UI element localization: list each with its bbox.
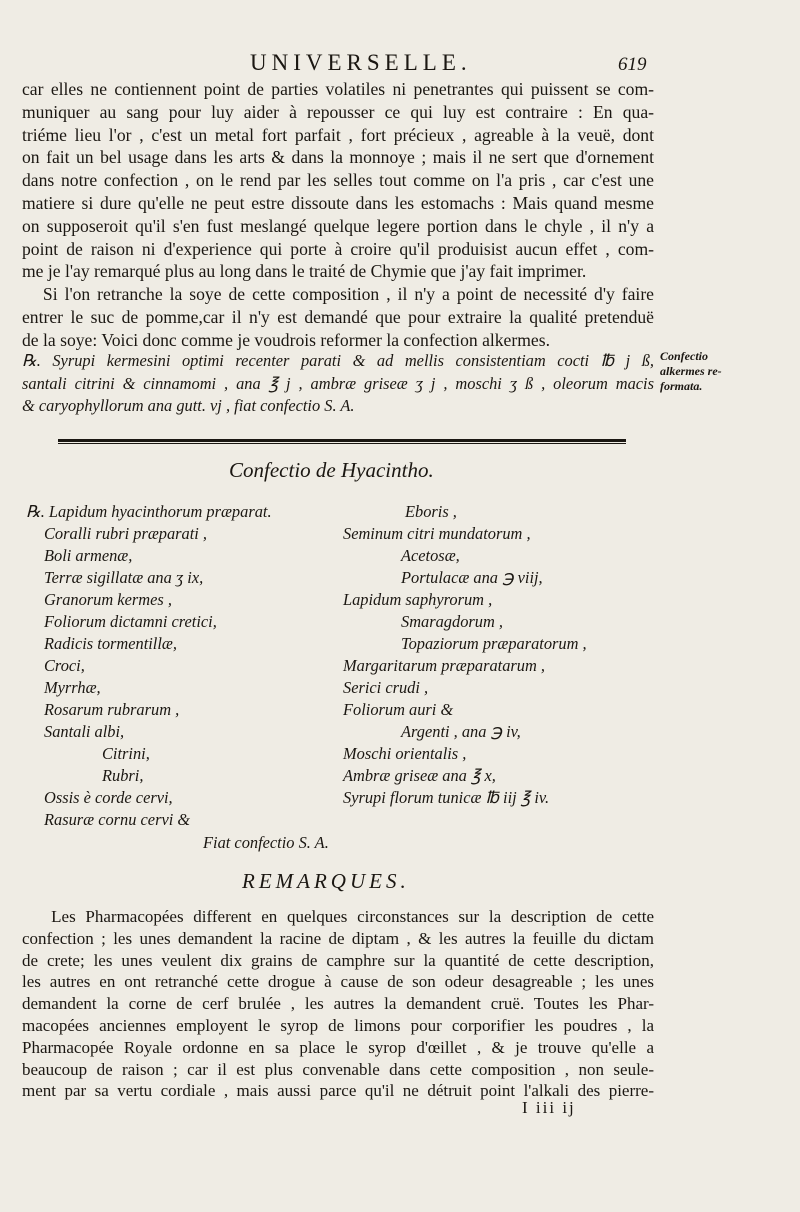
text-line: entrer le suc de pomme,car il n'y est demandé que pour extraire la qualité pretenduë xyxy=(22,306,654,327)
text-line: on fait un bel usage dans les arts & dans la monnoye ; mais il ne sert que d'ornement xyxy=(22,147,654,168)
ingredient-item: Ambræ griseæ ana ℥ x, xyxy=(343,766,496,785)
ingredient-item: Smaragdorum , xyxy=(401,612,503,631)
text-line: macopées anciennes employent le syrop de limons pour corporifier les poudres , la xyxy=(22,1015,654,1035)
ingredient-item: Syrupi florum tunicæ ℔ iij ℥ iv. xyxy=(343,788,550,807)
ingredient-item: Santali albi, xyxy=(44,722,125,741)
ingredient-item: Margaritarum præparatarum , xyxy=(343,656,546,675)
ingredient-item: Moschi orientalis , xyxy=(343,744,467,763)
running-head: UNIVERSELLE. xyxy=(250,50,472,75)
ingredient-item: Ossis è corde cervi, xyxy=(44,788,173,807)
ingredient-item: Coralli rubri præparati , xyxy=(44,524,208,543)
margin-note-line: alkermes re- xyxy=(660,364,722,378)
ingredient-item: Foliorum auri & xyxy=(343,700,454,719)
ingredient-item: Serici crudi , xyxy=(343,678,429,697)
text-line: beaucoup de raison ; car il est plus convenable dans cette composition , non seule- xyxy=(22,1059,654,1079)
section-rule-thin xyxy=(58,443,626,444)
text-line: Les Pharmacopées different en quelques circonstances sur la description de cette xyxy=(22,907,654,926)
remarques-heading: REMARQUES. xyxy=(242,869,410,893)
ingredient-item: Boli armenæ, xyxy=(44,546,133,565)
text-line: point de raison ni d'experience qui porte à croire qu'il produisist aucun effet , com- xyxy=(22,238,654,259)
ingredient-item: ℞. Lapidum hyacinthorum præparat. xyxy=(26,502,272,521)
recipe-line: & caryophyllorum ana gutt. vj , fiat confectio S. A. xyxy=(22,396,355,415)
remarques-paragraph xyxy=(22,906,654,1102)
ingredient-item: Argenti , ana ℈ iv, xyxy=(401,722,521,741)
text-line: Si l'on retranche la soye de cette composition , il n'y a point de necessité d'y faire xyxy=(22,284,654,305)
ingredient-item: Eboris , xyxy=(405,502,457,521)
ingredient-item: Acetosæ, xyxy=(401,546,460,565)
margin-note-line: Confectio xyxy=(660,349,708,363)
text-line: triéme lieu l'or , c'est un metal fort parfait , fort précieux , agreable à la veuë, dont xyxy=(22,124,654,145)
recipe-line: santali citrini & cinnamomi , ana ℥ j , ambræ griseæ ʒ j , moschi ʒ ß , oleorum macis xyxy=(22,373,654,393)
text-line: les autres en ont retranché cette drogue à cause de son odeur desagreable ; les unes xyxy=(22,972,654,992)
ingredient-item: Rubri, xyxy=(102,766,144,785)
recipe-line: ℞. Syrupi kermesini optimi recenter parati & ad mellis consistentiam cocti ℔ j ß, xyxy=(22,351,654,370)
recipe-block xyxy=(22,350,654,418)
ingredient-item: Foliorum dictamni cretici, xyxy=(44,612,217,631)
text-line: Pharmacopée Royale ordonne en sa place le syrop d'œillet , & je trouve qu'elle a xyxy=(22,1037,654,1057)
text-line: matiere si dure qu'elle ne peut estre dissoute dans les estomachs : Mais quand mesme xyxy=(22,192,654,213)
ingredient-item: Topaziorum præparatorum , xyxy=(401,634,587,653)
ingredient-item: Portulacæ ana ℈ viij, xyxy=(401,568,543,587)
margin-note xyxy=(660,349,722,394)
ingredient-item: Myrrhæ, xyxy=(44,678,101,697)
text-line: confection ; les unes demandent la racine de diptam , & les autres la feuille du dictam xyxy=(22,928,654,948)
text-line: muniquer au sang pour luy aider à repousser ce qui luy est contraire : En qua- xyxy=(22,101,654,122)
ingredient-item: Lapidum saphyrorum , xyxy=(343,590,493,609)
opening-paragraph xyxy=(22,78,654,352)
text-line: de la soye: Voici donc comme je voudrois reformer la confection alkermes. xyxy=(22,329,550,350)
text-line: on supposeroit qu'il s'en fust meslangé quelque legere portion dans le chyle , il n'y a xyxy=(22,215,654,236)
ingredient-item: Terræ sigillatæ ana ʒ ix, xyxy=(44,568,204,587)
page-number: 619 xyxy=(618,54,647,75)
ingredient-item: Radicis tormentillæ, xyxy=(44,634,177,653)
text-line: me je l'ay remarqué plus au long dans le traité de Chymie que j'ay fait imprimer. xyxy=(22,261,587,282)
text-line: car elles ne contiennent point de parties volatiles ni penetrantes qui puissent se com- xyxy=(22,79,654,99)
margin-note-line: formata. xyxy=(660,379,703,393)
fiat-line: Fiat confectio S. A. xyxy=(203,833,329,852)
text-line: de crete; les unes veulent dix grains de camphre sur la quantité de cette description, xyxy=(22,950,654,970)
section-title: Confectio de Hyacintho. xyxy=(229,458,434,482)
ingredient-item: Rasuræ cornu cervi & xyxy=(44,810,191,829)
signature-mark: I iii ij xyxy=(522,1098,576,1117)
ingredient-item: Croci, xyxy=(44,656,85,675)
ingredient-item: Granorum kermes , xyxy=(44,590,172,609)
ingredient-item: Citrini, xyxy=(102,744,150,763)
ingredient-item: Rosarum rubrarum , xyxy=(44,700,180,719)
text-line: dans notre confection , on le rend par les selles tout comme on l'a pris , car c'est une xyxy=(22,170,654,191)
ingredient-item: Seminum citri mundatorum , xyxy=(343,524,531,543)
text-line: demandent la corne de cerf brulée , les autres la demandent cruë. Toutes les Phar- xyxy=(22,994,654,1014)
text-line: ment par sa vertu cordiale , mais aussi parce qu'il ne détruit point l'alkali des pierre- xyxy=(22,1081,654,1101)
section-rule xyxy=(58,439,626,442)
